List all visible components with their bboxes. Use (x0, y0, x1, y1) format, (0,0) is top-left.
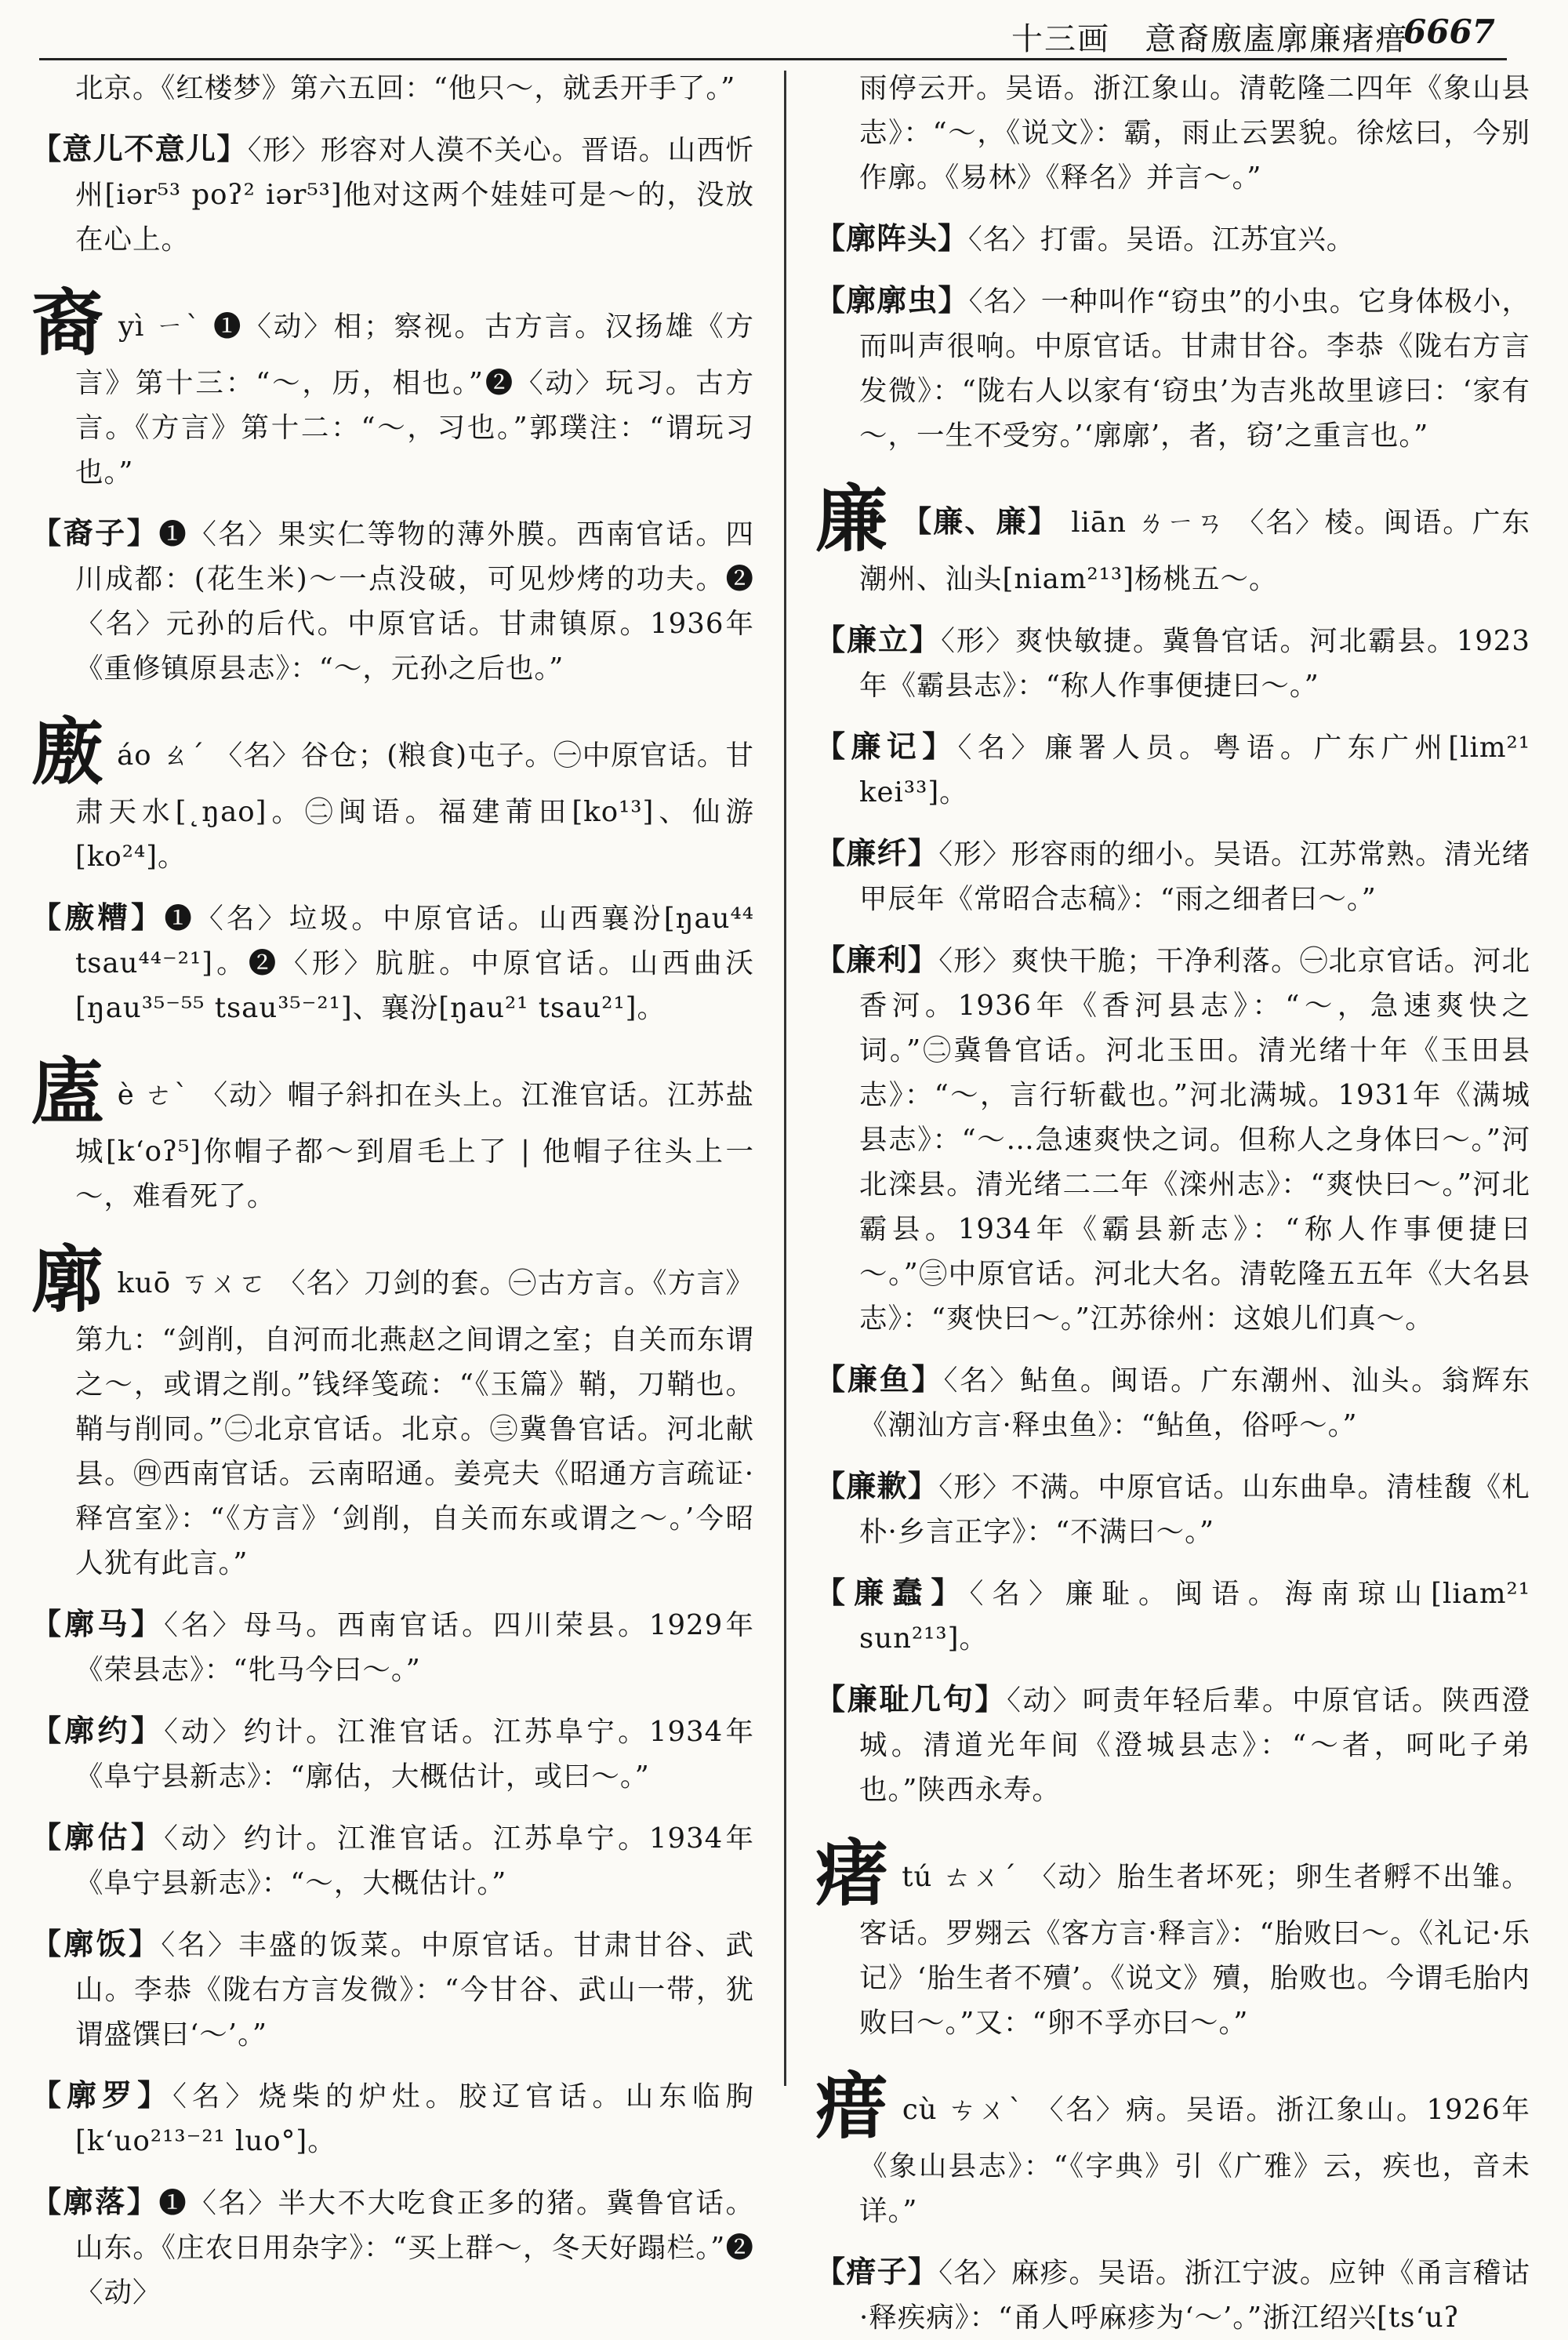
dictionary-subentry (31, 1921, 754, 2057)
running-header (0, 0, 1568, 61)
subentry-headword: 【廉纤】 (815, 835, 939, 870)
dictionary-subentry (31, 2073, 754, 2164)
headword-character: 瘏 (815, 1831, 890, 1916)
entry-continuation: 北京。《红楼梦》第六五回：“他只～，就丢开手了。” (75, 72, 736, 104)
subentry-headword: 【廉蠢】 (815, 1575, 970, 1610)
dictionary-subentry (31, 2179, 754, 2315)
dictionary-subentry (815, 1463, 1530, 1554)
headword-character: 瘄 (815, 2064, 890, 2149)
dictionary-subentry (815, 1677, 1530, 1812)
entry-definition: 〈形〉爽快敏捷。冀鲁官话。河北霸县。1923年《霸县志》：“称人作事便捷曰～。” (859, 625, 1530, 702)
subentry-headword: 【廒糟】 (31, 899, 165, 935)
entry-definition: yì ㄧˋ ❶〈动〉相；察视。古方言。汉扬雄《方言》第十三：“～，历，相也。”❷〈动〉玩习。古方言。《方言》第十二：“～，习也。”郭璞注：“谓玩习也。” (75, 311, 754, 489)
headword-character: 廒 (31, 710, 105, 794)
entry-definition: 〈动〉呵责年轻后辈。中原官话。陕西澄城。清道光年间《澄城县志》：“～者，呵叱子弟也。”陕西永寿。 (859, 1684, 1530, 1806)
header-chars: 意裔廒廅廓廉瘏瘄 (1145, 21, 1409, 57)
dictionary-headword-entry (31, 710, 754, 879)
dictionary-subentry (815, 2249, 1530, 2340)
dictionary-subentry (815, 1357, 1530, 1448)
entry-definition: cù ㄘㄨˋ 〈名〉病。吴语。浙江象山。1926年《象山县志》：“《字典》引《广雅》云，疾也，音未详。” (859, 2094, 1530, 2227)
dictionary-subentry (815, 724, 1530, 815)
subentry-headword: 【廓饭】 (31, 1926, 162, 1961)
entry-definition: 〈名〉廉耻。闽语。海南琼山[liam²¹ sun²¹³]。 (859, 1578, 1530, 1655)
header-section: 十三画 (1011, 21, 1110, 57)
entry-definition: 〈名〉廉署人员。粤语。广东广州[lim²¹ kei³³]。 (859, 732, 1530, 808)
entry-definition: 〈动〉约计。江淮官话。江苏阜宁。1934年《阜宁县新志》：“廓估，大概估计，或曰～。” (75, 1716, 754, 1793)
dictionary-subentry (815, 937, 1530, 1341)
entry-definition: 〈形〉爽快干脆；干净利落。㊀北京官话。河北香河。1936年《香河县志》：“～，急速爽快之词。”㊁冀鲁官话。河北玉田。清光绪十年《玉田县志》：“～，言行斩截也。”河北满城。1931年《满城县志》：“～…急速爽快之词。但称人之身体曰～。”河北滦县。清光绪二二年《滦州志》：“爽快曰～。”河北霸县。1934年《霸县新志》：“称人作事便捷曰～。”㊂中原官话。河北大名。清乾隆五五年《大名县志》：“爽快曰～。”江苏徐州：这娘儿们真～。 (859, 945, 1530, 1335)
dictionary-headword-entry (31, 1237, 754, 1586)
entry-definition: ❶〈名〉半大不大吃食正多的猪。冀鲁官话。山东。《庄农日用杂字》：“买上群～，冬天好蹋栏。”❷〈动〉 (75, 2187, 754, 2309)
entry-definition: 〈名〉打雷。吴语。江苏宜兴。 (968, 223, 1356, 256)
subentry-headword: 【瘄子】 (815, 2254, 939, 2289)
entry-definition: 〈动〉约计。江淮官话。江苏阜宁。1934年《阜宁县新志》：“～，大概估计。” (75, 1822, 754, 1899)
entry-definition: kuō ㄎㄨㄛ 〈名〉刀剑的套。㊀古方言。《方言》第九：“剑削，自河而北燕赵之间谓之室；自关而东谓之～，或谓之削。”钱绎笺疏：“《玉篇》鞘，刀鞘也。鞘与削同。”㊁北京官话。北京。㊂冀鲁官话。河北献县。㊃西南官话。云南昭通。姜亮夫《昭通方言疏证·释宫室》：“《方言》‘剑削，自关而东或谓之～。’今昭人犹有此言。” (75, 1267, 754, 1579)
headword-character: 廓 (31, 1237, 105, 1322)
entry-definition: tú ㄊㄨˊ 〈动〉胎生者坏死；卵生者孵不出雏。客话。罗翙云《客方言·释言》：“胎败曰～。《礼记·乐记》‘胎生者不殰’。《说文》殰，胎败也。今谓毛胎内败曰～。”又：“卵不孚亦曰～。” (859, 1861, 1530, 2039)
headword-character: 廉 (815, 477, 890, 561)
entry-definition: ❶〈名〉果实仁等物的薄外膜。西南官话。四川成都：(花生米)～一点没破，可见炒烤的功夫。❷〈名〉元孙的后代。中原官话。甘肃镇原。1936年《重修镇原县志》：“～，元孙之后也。” (75, 518, 754, 685)
subentry-headword: 【意儿不意儿】 (31, 131, 248, 166)
entry-definition: 〈形〉形容雨的细小。吴语。江苏常熟。清光绪甲辰年《常昭合志稿》：“雨之细者曰～。” (859, 838, 1530, 915)
subentry-headword: 【廓廓虫】 (815, 282, 969, 318)
entry-definition: è ㄜˋ 〈动〉帽子斜扣在头上。江淮官话。江苏盐城[k‘oʔ⁵]你帽子都～到眉毛上了 | 他帽子往头上一～，难看死了。 (75, 1079, 754, 1212)
dictionary-subentry (31, 511, 754, 691)
dictionary-subentry (31, 126, 754, 262)
subentry-headword: 【裔子】 (31, 515, 159, 550)
entry-definition: liān ㄌㄧㄢ 〈名〉棱。闽语。广东潮州、汕头[niam²¹³]杨桃五～。 (859, 507, 1530, 595)
dictionary-headword-entry (815, 1831, 1530, 2045)
dictionary-headword-entry (815, 2064, 1530, 2233)
right-column (815, 66, 1530, 2334)
dictionary-subentry (31, 1815, 754, 1906)
dictionary-subentry (31, 895, 754, 1030)
dictionary-subentry (815, 617, 1530, 708)
variant-forms: 【廉、廉】 (902, 503, 1072, 539)
entry-definition: ❶〈名〉垃圾。中原官话。山西襄汾[ŋau⁴⁴ tsau⁴⁴⁻²¹]。❷〈形〉肮脏。中原官话。山西曲沃[ŋau³⁵⁻⁵⁵ tsau³⁵⁻²¹]、襄汾[ŋau²¹ tsau²¹]。 (75, 903, 754, 1024)
column-divider (784, 71, 786, 2086)
subentry-headword: 【廓罗】 (31, 2077, 173, 2113)
entry-definition: 〈名〉一种叫作“窃虫”的小虫。它身体极小，而叫声很响。中原官话。甘肃甘谷。李恭《陇右方言发微》：“陇右人以家有‘窃虫’为吉兆故里谚曰：‘家有～，一生不受穷。’‘廓廓’，者，窃’之重言也。” (859, 285, 1530, 452)
dictionary-subentry (815, 830, 1530, 921)
dictionary-subentry (815, 278, 1530, 458)
entry-definition: 〈名〉丰盛的饭菜。中原官话。甘肃甘谷、武山。李恭《陇右方言发微》：“今甘谷、武山一带，犹谓盛馔曰‘～’。” (75, 1929, 754, 2051)
entry-definition: 〈形〉形容对人漠不关心。晋语。山西忻州[iər⁵³ poʔ² iər⁵³]他对这两个娃娃可是～的，没放在心上。 (75, 134, 754, 256)
subentry-headword: 【廓估】 (31, 1819, 165, 1855)
dictionary-subentry (31, 1708, 754, 1799)
subentry-headword: 【廓落】 (31, 2184, 159, 2219)
subentry-headword: 【廉记】 (815, 729, 958, 764)
subentry-headword: 【廉立】 (815, 622, 942, 657)
entry-definition: áo ㄠˊ 〈名〉谷仓；(粮食)屯子。㊀中原官话。甘肃天水[˛ŋao]。㊁闽语。福建莆田[ko¹³]、仙游[ko²⁴]。 (75, 739, 754, 873)
subentry-headword: 【廉耻几句】 (815, 1681, 1007, 1717)
dictionary-subentry (815, 216, 1530, 262)
entry-definition: 〈名〉麻疹。吴语。浙江宁波。应钟《甬言稽诂·释疾病》：“甬人呼麻疹为‘～’。”浙江绍兴[ts‘uʔ (859, 2257, 1530, 2334)
entry-definition: 〈名〉母马。西南官话。四川荣县。1929年《荣县志》：“牝马今曰～。” (75, 1609, 754, 1686)
entry-definition: 〈形〉不满。中原官话。山东曲阜。清桂馥《札朴·乡言正字》：“不满曰～。” (859, 1471, 1530, 1548)
entry-continuation: 雨停云开。吴语。浙江象山。清乾隆二四年《象山县志》：“～，《说文》：霸，雨止云罢貌。徐炫曰，今别作廓。《易林》《释名》并言～。” (859, 72, 1530, 194)
header-rule (39, 58, 1507, 60)
dictionary-headword-entry (815, 477, 1530, 601)
page-number: 6667 (1403, 13, 1495, 51)
dictionary-headword-entry (31, 1049, 754, 1219)
headword-character: 裔 (31, 281, 106, 365)
dictionary-subentry (31, 1601, 754, 1692)
subentry-headword: 【廓马】 (31, 1606, 165, 1641)
subentry-headword: 【廉歉】 (815, 1468, 939, 1503)
subentry-headword: 【廓阵头】 (815, 220, 969, 256)
left-column (31, 66, 754, 2309)
headword-character: 廅 (31, 1049, 105, 1134)
entry-definition: 〈名〉鲇鱼。闽语。广东潮州、汕头。翁辉东《潮汕方言·释虫鱼》：“鲇鱼，俗呼～。” (859, 1364, 1530, 1441)
dictionary-subentry (815, 1570, 1530, 1661)
entry-definition: 〈名〉烧柴的炉灶。胶辽官话。山东临朐[k‘uo²¹³⁻²¹ luo°]。 (75, 2080, 754, 2157)
subentry-headword: 【廉鱼】 (815, 1361, 944, 1397)
subentry-headword: 【廉利】 (815, 942, 939, 977)
dictionary-headword-entry (31, 281, 754, 495)
subentry-headword: 【廓约】 (31, 1713, 165, 1748)
